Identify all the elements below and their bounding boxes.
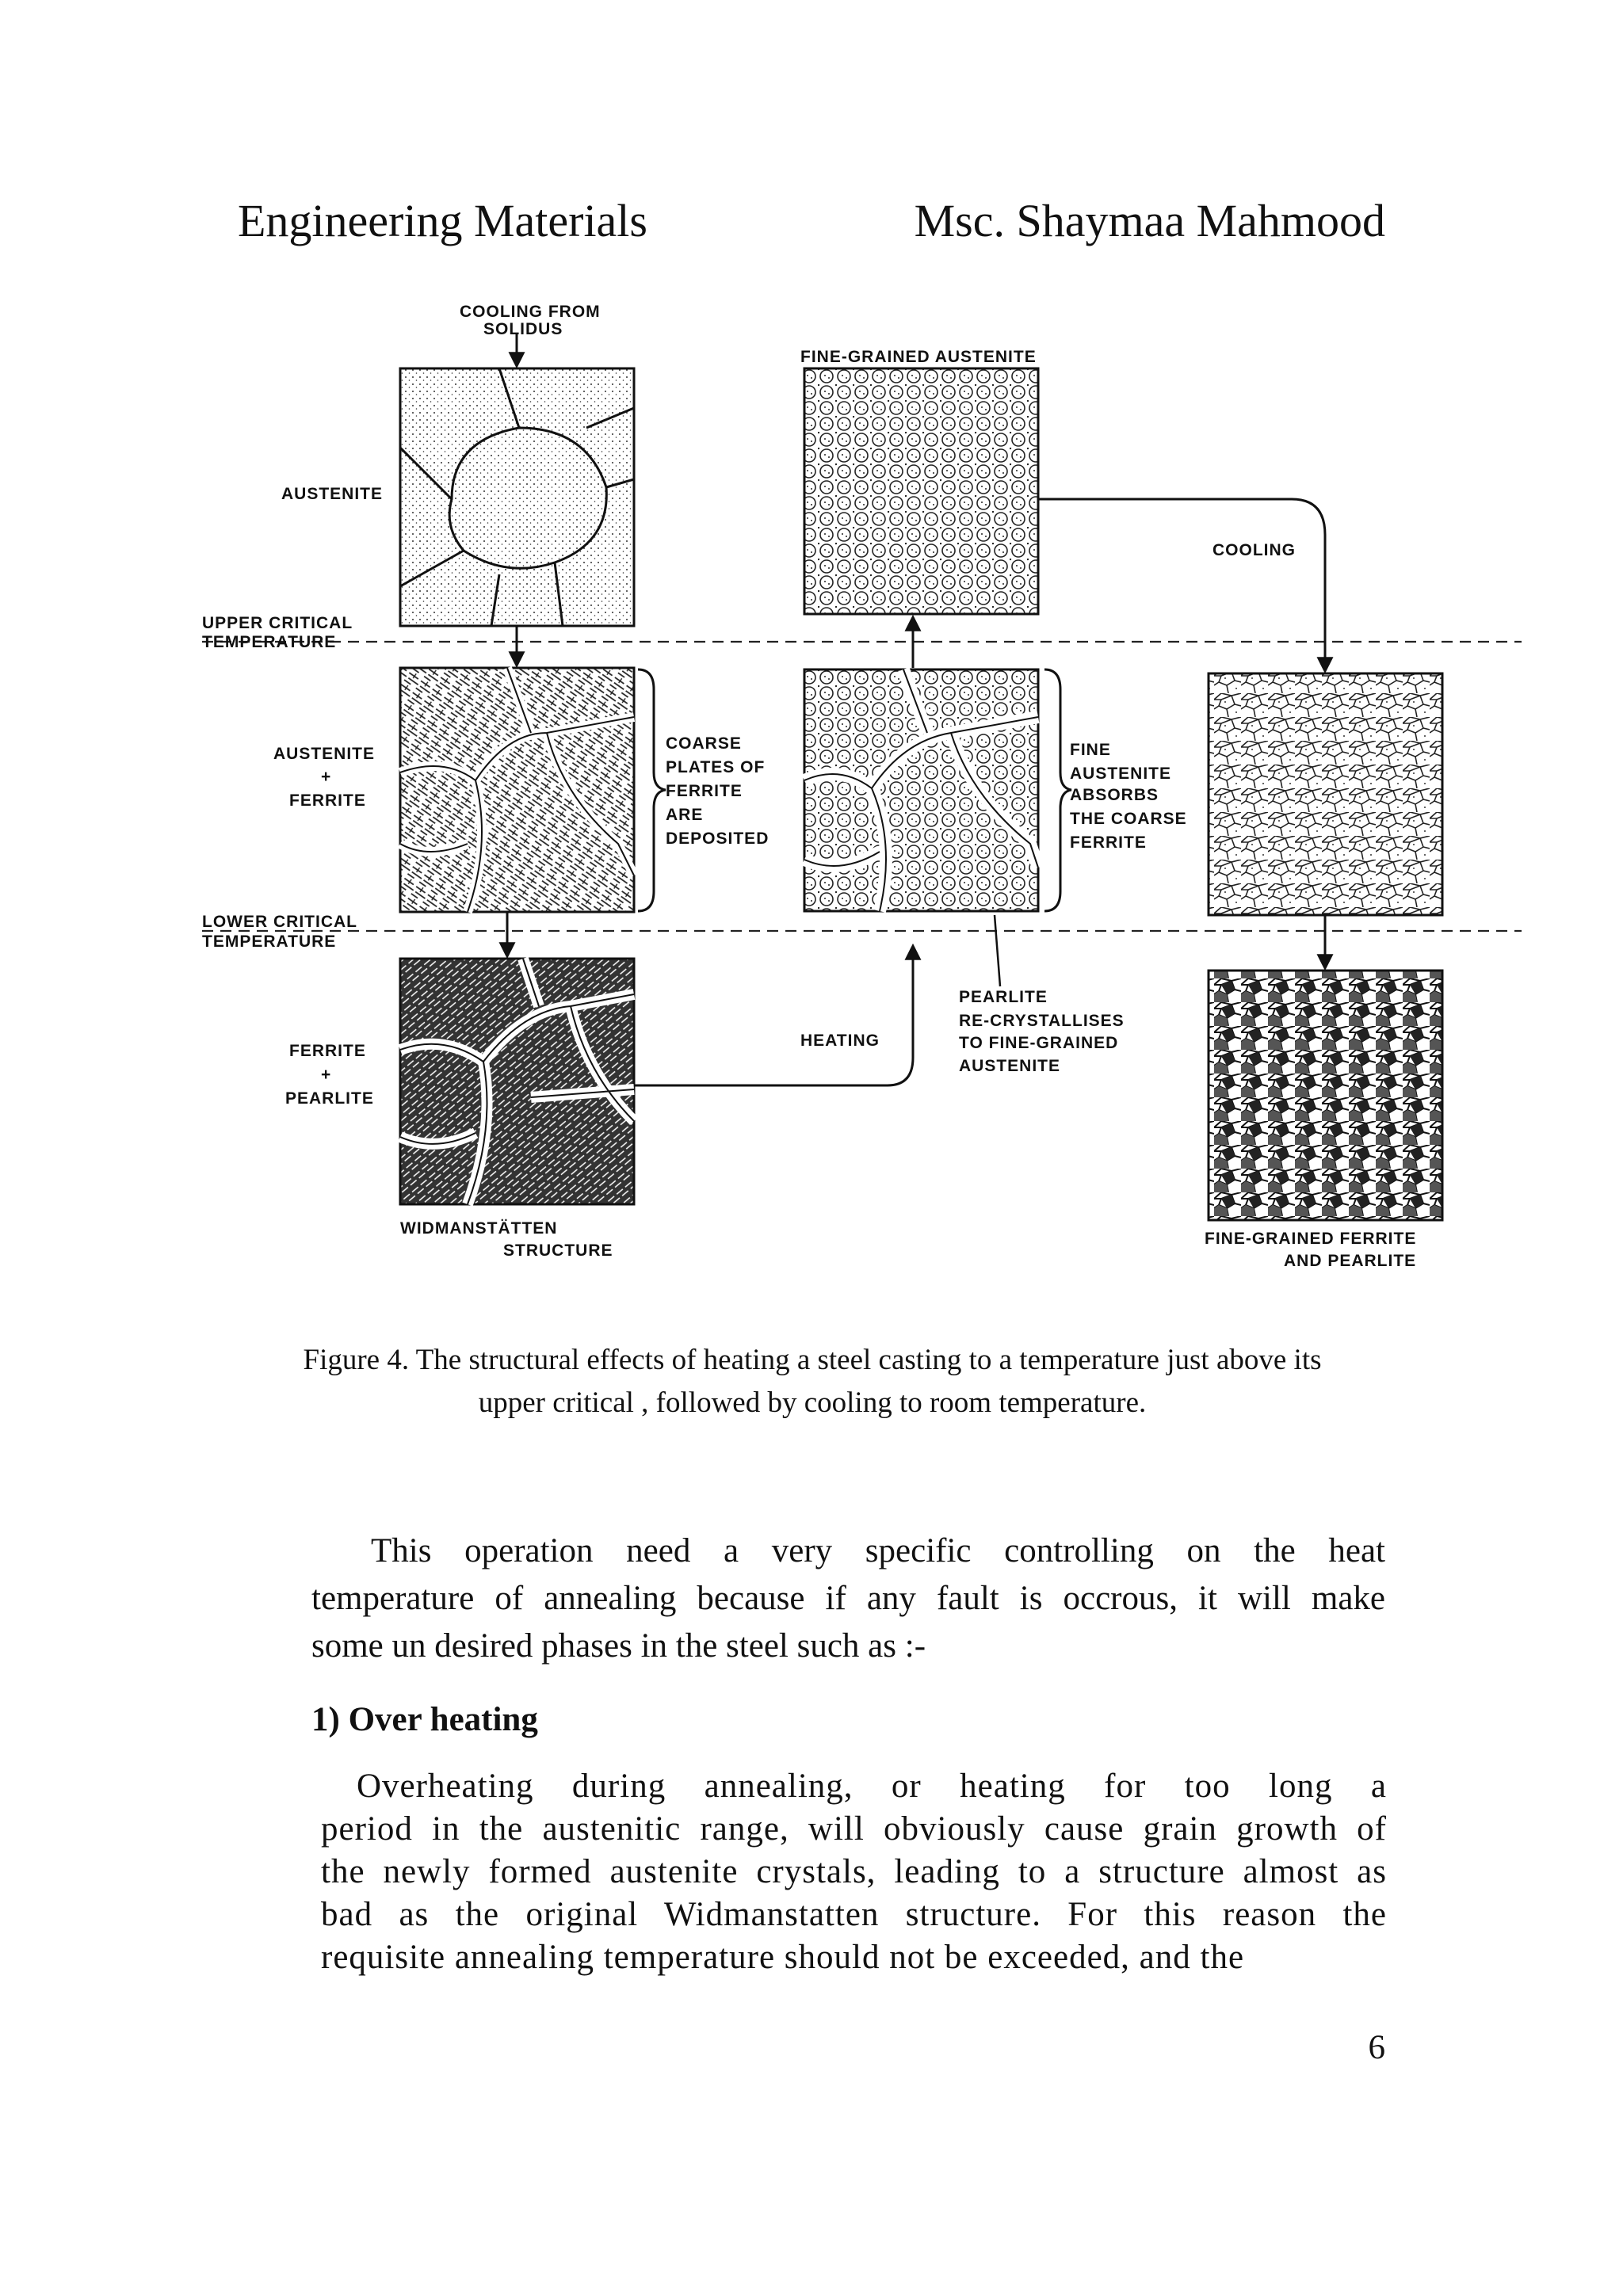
label-fine-abs-2: AUSTENITE	[1070, 765, 1172, 783]
label-coarse-1: COARSE	[666, 734, 742, 753]
header-author: Msc. Shaymaa Mahmood	[914, 195, 1385, 246]
microstructure-diagram	[190, 289, 1529, 1303]
para2-line-1: Overheating during annealing, or heating for too long a	[357, 1768, 1387, 1805]
label-fine-abs-5: FERRITE	[1070, 833, 1147, 852]
label-ferrite-pearlite-1: FERRITE	[289, 1042, 366, 1060]
label-heating: HEATING	[800, 1032, 880, 1050]
label-pearlite-3: TO FINE-GRAINED	[959, 1034, 1119, 1052]
para2-line-2: period in the austenitic range, will obviously cause grain growth of	[321, 1810, 1387, 1848]
label-cooling: COOLING	[1212, 541, 1296, 559]
label-coarse-3: FERRITE	[666, 782, 743, 800]
fine-austenite-absorbs-box	[804, 669, 1038, 911]
label-pearlite-4: AUSTENITE	[959, 1057, 1061, 1075]
label-ferrite-pearlite-2: +	[321, 1066, 332, 1084]
label-fine-abs-3: ABSORBS	[1070, 786, 1159, 804]
caption-line-1: Figure 4. The structural effects of heating a steel casting to a temperature just above its	[303, 1344, 1322, 1376]
label-fine-abs-1: FINE	[1070, 741, 1111, 759]
austenite-box	[400, 368, 634, 626]
section-heading: 1) Over heating	[311, 1701, 538, 1738]
paragraph-1	[311, 1527, 1385, 1670]
label-coarse-2: PLATES OF	[666, 758, 766, 776]
label-ferrite-pearlite-3: PEARLITE	[285, 1089, 374, 1108]
label-austenite: AUSTENITE	[281, 485, 384, 503]
para1-line-1: This operation need a very specific controlling on the heat	[371, 1532, 1385, 1569]
label-solidus: SOLIDUS	[483, 320, 563, 338]
label-lower-critical-temp: TEMPERATURE	[202, 933, 337, 951]
label-fgfp-1: FINE-GRAINED FERRITE	[1205, 1230, 1417, 1248]
header-title: Engineering Materials	[238, 195, 647, 246]
fine-grained-ferrite-pearlite-box	[1209, 971, 1442, 1220]
label-widmanstatten: WIDMANSTÄTTEN	[400, 1219, 558, 1238]
page-number: 6	[1368, 2029, 1385, 2066]
label-upper-critical-temp: TEMPERATURE	[202, 633, 337, 651]
fine-grained-austenite-box	[804, 368, 1038, 614]
fine-grain-box-upper	[1209, 673, 1442, 915]
para1-line-3: some un desired phases in the steel such as :-	[311, 1627, 926, 1665]
label-austenite-ferrite-3: FERRITE	[289, 791, 366, 810]
caption-line-2: upper critical , followed by cooling to room temperature.	[478, 1386, 1147, 1419]
para2-line-3: the newly formed austenite crystals, leading to a structure almost as	[321, 1853, 1387, 1890]
label-fine-abs-4: THE COARSE	[1070, 810, 1187, 828]
label-upper-critical: UPPER CRITICAL	[202, 614, 353, 632]
para2-line-4: bad as the original Widmanstatten structure. For this reason the	[321, 1896, 1387, 1933]
figure-caption	[238, 1339, 1387, 1425]
widmanstatten-box	[400, 959, 634, 1204]
label-coarse-5: DEPOSITED	[666, 830, 769, 848]
label-austenite-ferrite-1: AUSTENITE	[273, 745, 376, 763]
label-pearlite-1: PEARLITE	[959, 988, 1048, 1006]
label-cooling-from: COOLING FROM	[460, 303, 601, 321]
paragraph-2	[321, 1765, 1387, 1979]
para2-line-5: requisite annealing temperature should not be exceeded, and the	[321, 1939, 1245, 1976]
label-pearlite-2: RE-CRYSTALLISES	[959, 1012, 1125, 1030]
label-structure: STRUCTURE	[503, 1241, 613, 1260]
label-austenite-ferrite-2: +	[321, 768, 332, 786]
label-fine-grained-austenite: FINE-GRAINED AUSTENITE	[800, 348, 1037, 366]
para1-line-2: temperature of annealing because if any fault is occrous, it will make	[311, 1580, 1385, 1617]
label-fgfp-2: AND PEARLITE	[1284, 1252, 1417, 1270]
label-lower-critical: LOWER CRITICAL	[202, 913, 357, 931]
austenite-ferrite-box	[400, 668, 634, 912]
label-coarse-4: ARE	[666, 806, 704, 824]
